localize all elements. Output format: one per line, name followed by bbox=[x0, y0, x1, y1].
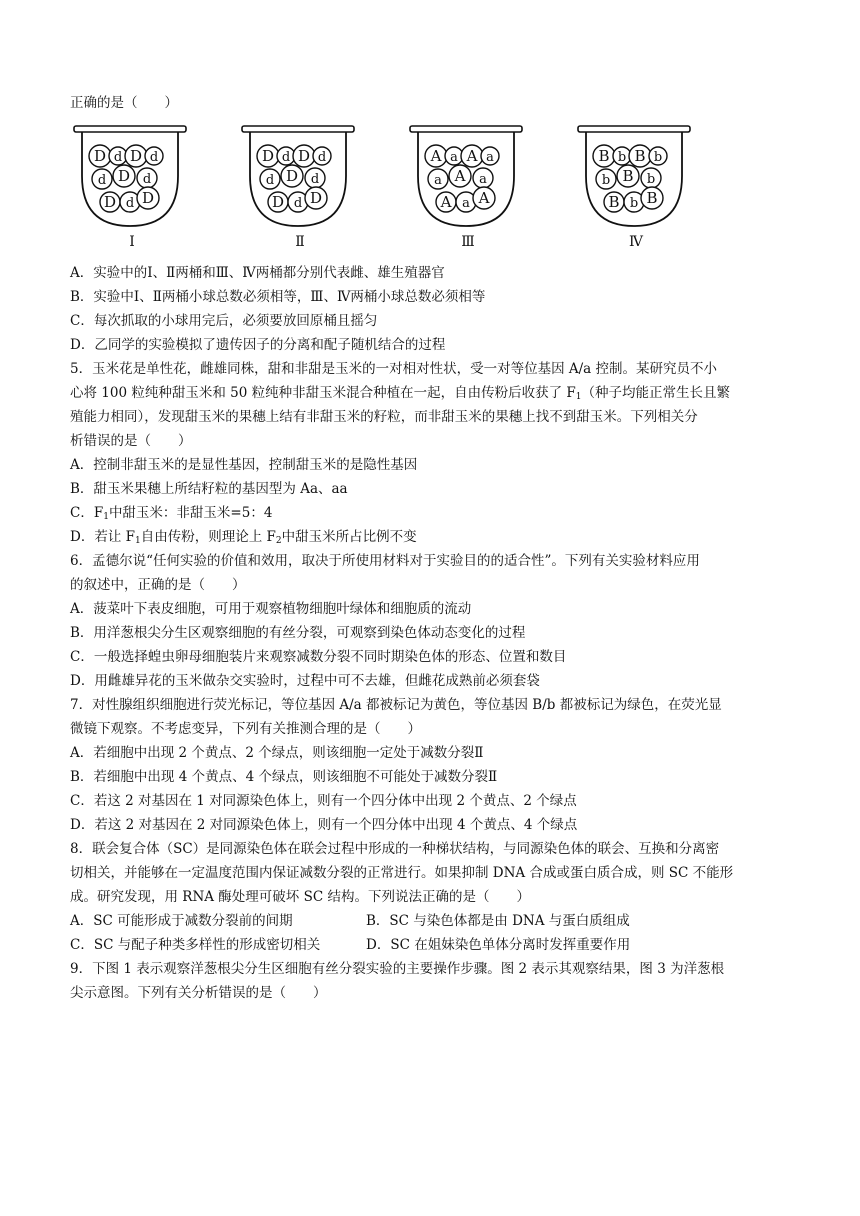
q5-option-a: A．控制非甜玉米的是显性基因，控制甜玉米的是隐性基因 bbox=[70, 457, 418, 473]
ball-letter: a bbox=[434, 173, 442, 188]
ball-letter: a bbox=[462, 196, 470, 211]
ball-letter: b bbox=[601, 173, 611, 188]
ball-letter: D bbox=[297, 147, 311, 165]
q7-option-d: D．若这 2 对基因在 2 对同源染色体上，则有一个四分体中出现 4 个黄点、4 个绿点 bbox=[70, 817, 578, 833]
ball-letter: B bbox=[646, 189, 658, 207]
q8-stem-2: 切相关，并能够在一定温度范围内保证减数分裂的正常进行。如果抑制 DNA 合成或蛋白质合成，则 SC 不能形 bbox=[70, 865, 734, 881]
q7-stem-1: 7．对性腺组织细胞进行荧光标记，等位基因 A/a 都被标记为黄色，等位基因 B/b 都被标记为绿色，在荧光显 bbox=[70, 697, 722, 713]
q9-stem-2: 尖示意图。下列有关分析错误的是（ ） bbox=[70, 985, 327, 1001]
q8-option-b: B．SC 与染色体都是由 DNA 与蛋白质组成 bbox=[366, 913, 630, 929]
ball-letter: d bbox=[97, 173, 107, 188]
bucket-label-2: Ⅱ bbox=[295, 234, 305, 250]
bucket-rim bbox=[242, 126, 354, 132]
ball-letter: a bbox=[486, 150, 494, 165]
q8-option-d: D．SC 在姐妹染色单体分离时发挥重要作用 bbox=[366, 937, 631, 953]
bucket-drawing bbox=[240, 116, 360, 231]
ball-letter: A bbox=[430, 147, 442, 165]
q6-stem-2: 的叙述中，正确的是（ ） bbox=[70, 577, 246, 593]
ball-letter: b bbox=[646, 172, 656, 187]
q7-stem-2: 微镜下观察。不考虑变异，下列有关推测合理的是（ ） bbox=[70, 721, 421, 737]
q5-option-b: B．甜玉米果穗上所结籽粒的基因型为 Aa、aa bbox=[70, 481, 348, 497]
ball-letter: B bbox=[608, 193, 620, 211]
q6-option-b: B．用洋葱根尖分生区观察细胞的有丝分裂，可观察到染色体动态变化的过程 bbox=[70, 625, 526, 641]
q5-stem-2-text-b: （种子均能正常生长且繁 bbox=[581, 385, 731, 401]
ball-letter: D bbox=[117, 167, 131, 185]
ball-letter: A bbox=[440, 193, 452, 211]
bucket-figure bbox=[70, 116, 710, 256]
bucket-rim bbox=[74, 126, 186, 132]
bucket-drawing bbox=[72, 116, 192, 231]
ball-letter: d bbox=[293, 196, 303, 211]
q6-option-c: C．一般选择蝗虫卵母细胞装片来观察减数分裂不同时期染色体的形态、位置和数目 bbox=[70, 649, 567, 665]
ball-letter: D bbox=[129, 147, 143, 165]
q7-option-a: A．若细胞中出现 2 个黄点、2 个绿点，则该细胞一定处于减数分裂Ⅱ bbox=[70, 745, 484, 761]
ball-letter: a bbox=[450, 150, 458, 165]
q4-option-c: C．每次抓取的小球用完后，必须要放回原桶且摇匀 bbox=[70, 313, 378, 329]
q5d-post: 中甜玉米所占比例不变 bbox=[281, 529, 417, 545]
q8-option-a: A．SC 可能形成于减数分裂前的间期 bbox=[70, 913, 293, 929]
q5-stem-2 bbox=[70, 384, 800, 406]
q5-stem-2-sub: 1 bbox=[575, 392, 582, 402]
q8-option-c: C．SC 与配子种类多样性的形成密切相关 bbox=[70, 937, 321, 953]
q8-options-ab bbox=[70, 912, 800, 930]
q8-options-cd bbox=[70, 936, 800, 954]
q4-option-a: A．实验中的Ⅰ、Ⅱ两桶和Ⅲ、Ⅳ两桶都分别代表雌、雄生殖器官 bbox=[70, 265, 445, 281]
bucket-rim bbox=[578, 126, 690, 132]
q7-option-b: B．若细胞中出现 4 个黄点、4 个绿点，则该细胞不可能处于减数分裂Ⅱ bbox=[70, 769, 498, 785]
q5d-pre: D．若让 F bbox=[70, 529, 135, 545]
bucket-label-3: Ⅲ bbox=[461, 234, 475, 250]
ball-letter: B bbox=[622, 167, 634, 185]
q4-option-d: D．乙同学的实验模拟了遗传因子的分离和配子随机结合的过程 bbox=[70, 337, 446, 353]
ball-letter: D bbox=[271, 193, 285, 211]
q7-option-c: C．若这 2 对基因在 1 对同源染色体上，则有一个四分体中出现 2 个黄点、2 个绿点 bbox=[70, 793, 577, 809]
ball-letter: d bbox=[142, 172, 152, 187]
ball-letter: D bbox=[261, 147, 275, 165]
q9-stem-1: 9．下图 1 表示观察洋葱根尖分生区细胞有丝分裂实验的主要操作步骤。图 2 表示其观察结果，图 3 为洋葱根 bbox=[70, 961, 725, 977]
ball-letter: D bbox=[141, 189, 155, 207]
q5d-sub1: 1 bbox=[134, 536, 141, 546]
ball-letter: D bbox=[309, 189, 323, 207]
q5-stem-3: 殖能力相同），发现甜玉米的果穗上结有非甜玉米的籽粒，而非甜玉米的果穗上找不到甜玉米。下列相关分 bbox=[70, 409, 698, 425]
ball-letter: b bbox=[629, 196, 639, 211]
ball-letter: D bbox=[285, 167, 299, 185]
ball-letter: B bbox=[598, 147, 610, 165]
q5-stem-1: 5．玉米花是单性花，雌雄同株，甜和非甜是玉米的一对相对性状，受一对等位基因 A/a 控制。某研究员不小 bbox=[70, 361, 718, 377]
ball-letter: D bbox=[93, 147, 107, 165]
q5-option-d bbox=[70, 528, 800, 550]
q5-stem-4: 析错误的是（ ） bbox=[70, 433, 192, 449]
ball-letter: d bbox=[113, 150, 123, 165]
q6-option-d: D．用雌雄异花的玉米做杂交实验时，过程中可不去雄，但雌花成熟前必须套袋 bbox=[70, 673, 540, 689]
q5-option-c bbox=[70, 504, 800, 526]
ball-letter: B bbox=[634, 147, 646, 165]
q5-stem-2-text: 心将 100 粒纯种甜玉米和 50 粒纯种非甜玉米混合种植在一起，自由传粉后收获了 F bbox=[70, 385, 576, 401]
q5d-sub2: 2 bbox=[275, 536, 282, 546]
bucket-label-1: Ⅰ bbox=[129, 234, 135, 250]
q6-option-a: A．菠菜叶下表皮细胞，可用于观察植物细胞叶绿体和细胞质的流动 bbox=[70, 601, 472, 617]
ball-letter: A bbox=[466, 147, 478, 165]
bucket-rim bbox=[410, 126, 522, 132]
ball-letter: d bbox=[125, 196, 135, 211]
bucket-label-4: Ⅳ bbox=[629, 234, 643, 250]
ball-letter: d bbox=[317, 150, 327, 165]
ball-letter: d bbox=[310, 172, 320, 187]
ball-letter: a bbox=[479, 172, 487, 187]
ball-letter: d bbox=[149, 150, 159, 165]
ball-letter: d bbox=[265, 173, 275, 188]
bucket-drawing bbox=[576, 116, 696, 231]
q5c-post: 中甜玉米：非甜玉米=5：4 bbox=[108, 505, 273, 521]
q6-stem-1: 6．孟德尔说“任何实验的价值和效用，取决于所使用材料对于实验目的的适合性”。下列有关实验材料应用 bbox=[70, 553, 700, 569]
q8-stem-3: 成。研究发现，用 RNA 酶处理可破坏 SC 结构。下列说法正确的是（ ） bbox=[70, 889, 530, 905]
question-intro: 正确的是（ ） bbox=[70, 95, 178, 111]
ball-letter: A bbox=[454, 167, 466, 185]
ball-letter: A bbox=[478, 189, 490, 207]
ball-letter: b bbox=[617, 150, 627, 165]
q5c-pre: C．F bbox=[70, 505, 104, 521]
q8-stem-1: 8．联会复合体（SC）是同源染色体在联会过程中形成的一种梯状结构，与同源染色体的联会、互换和分离密 bbox=[70, 841, 720, 857]
ball-letter: D bbox=[103, 193, 117, 211]
q4-option-b: B．实验中Ⅰ、Ⅱ两桶小球总数必须相等，Ⅲ、Ⅳ两桶小球总数必须相等 bbox=[70, 289, 486, 305]
bucket-drawing bbox=[408, 116, 528, 231]
ball-letter: b bbox=[653, 150, 663, 165]
q5c-sub: 1 bbox=[103, 512, 109, 522]
ball-letter: d bbox=[281, 150, 291, 165]
q5d-mid: 自由传粉，则理论上 F bbox=[140, 529, 276, 545]
